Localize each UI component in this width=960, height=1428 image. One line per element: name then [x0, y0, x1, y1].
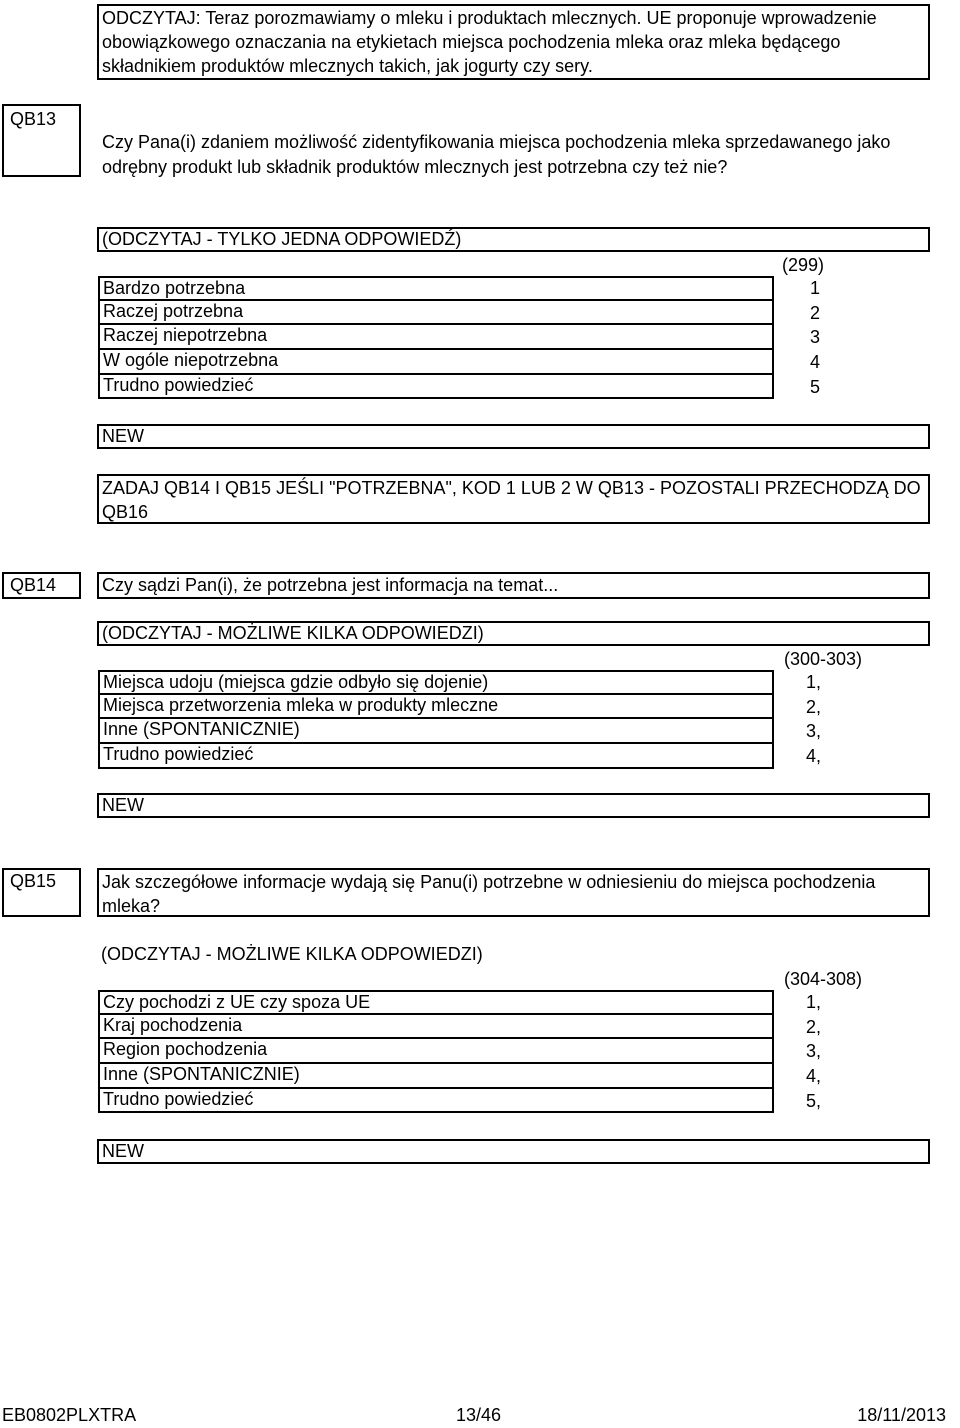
- routing-instruction: ZADAJ QB14 I QB15 JEŚLI "POTRZEBNA", KOD 1 LUB 2 W QB13 - POZOSTALI PRZECHODZĄ DO QB16: [97, 474, 930, 524]
- answer-option-qb14-2: [98, 695, 774, 720]
- new-marker-qb15: NEW: [97, 1139, 930, 1164]
- answer-label: Bardzo potrzebna: [103, 278, 246, 298]
- answer-label: Trudno powiedzieć: [103, 744, 254, 765]
- answer-code: 2,: [805, 1016, 821, 1037]
- answer-label: Kraj pochodzenia: [103, 1014, 243, 1035]
- answer-label: W ogóle niepotrzebna: [103, 350, 279, 371]
- answer-option-qb13-4: [98, 350, 774, 375]
- answer-label: Raczej potrzebna: [103, 300, 244, 321]
- column-code-qb13: (299): [781, 255, 824, 275]
- question-text-qb13: Czy Pana(i) zdaniem możliwość zidentyfikowania miejsca pochodzenia mleka sprzedawanego jako odrębny produkt lub składnik produktów mlecznych jest potrzebna czy też nie?: [102, 132, 891, 177]
- intro-text-box: [97, 4, 930, 80]
- instruction-qb14: (ODCZYTAJ - MOŻLIWE KILKA ODPOWIEDZI): [97, 621, 930, 646]
- answer-label: Czy pochodzi z UE czy spoza UE: [103, 992, 371, 1012]
- footer-page-number: 13/46: [456, 1405, 502, 1425]
- instruction-qb15: (ODCZYTAJ - MOŻLIWE KILKA ODPOWIEDZI): [101, 944, 483, 964]
- answer-option-qb14-1: [98, 670, 774, 695]
- question-id-qb13: QB13: [2, 104, 81, 177]
- answer-label: Miejsca przetworzenia mleka w produkty mleczne: [103, 694, 499, 715]
- answer-label: Trudno powiedzieć: [103, 1088, 254, 1109]
- instruction-qb13: (ODCZYTAJ - TYLKO JEDNA ODPOWIEDŹ): [97, 227, 930, 252]
- answer-label: Raczej niepotrzebna: [103, 325, 268, 346]
- answer-code: 2,: [805, 696, 821, 717]
- answer-option-qb13-5: [98, 375, 774, 400]
- answer-code: 1,: [805, 672, 821, 692]
- new-marker-qb13: NEW: [97, 424, 930, 449]
- answer-option-qb15-1: [98, 990, 774, 1015]
- footer-date: 18/11/2013: [857, 1405, 946, 1425]
- intro-text: ODCZYTAJ: Teraz porozmawiamy o mleku i produktach mlecznych. UE proponuje wprowadzenie obowiązkowego oznaczania na etykietach miejsca pochodzenia mleka oraz mleka będącego składnikiem produktów mlecznych takich, jak jogurty czy sery.: [102, 8, 877, 76]
- answer-code: 4,: [805, 1066, 821, 1087]
- answer-option-qb13-1: [98, 276, 774, 301]
- answer-code: 3,: [805, 1041, 821, 1062]
- answer-option-qb13-2: [98, 301, 774, 326]
- answer-code: 5,: [805, 1090, 821, 1111]
- answer-code: 2: [809, 302, 820, 323]
- column-code-qb15: (304-308): [783, 969, 862, 989]
- answer-option-qb15-3: [98, 1039, 774, 1064]
- answer-label: Trudno powiedzieć: [103, 374, 254, 395]
- answer-option-qb15-5: [98, 1089, 774, 1114]
- answer-code: 1: [809, 278, 820, 298]
- answer-option-qb15-2: [98, 1015, 774, 1040]
- answer-label: Region pochodzenia: [103, 1039, 268, 1060]
- question-id-qb14: QB14: [2, 572, 81, 599]
- question-id-qb15: QB15: [2, 868, 81, 917]
- answer-code: 4: [809, 352, 820, 373]
- question-text-qb14: Czy sądzi Pan(i), że potrzebna jest informacja na temat...: [97, 572, 930, 599]
- question-text-qb15: Jak szczegółowe informacje wydają się Panu(i) potrzebne w odniesieniu do miejsca pochodzenia mleka?: [97, 868, 930, 917]
- answer-option-qb13-3: [98, 325, 774, 350]
- answer-code: 3,: [805, 721, 821, 742]
- answer-label: Inne (SPONTANICZNIE): [103, 719, 300, 740]
- footer-doc-id: EB0802PLXTRA: [2, 1405, 137, 1425]
- answer-option-qb14-4: [98, 744, 774, 769]
- new-marker-qb14: NEW: [97, 793, 930, 818]
- answer-code: 1,: [805, 992, 821, 1012]
- answer-code: 3: [809, 327, 820, 348]
- answer-option-qb14-3: [98, 719, 774, 744]
- answer-code: 4,: [805, 746, 821, 767]
- answer-label: Inne (SPONTANICZNIE): [103, 1064, 300, 1085]
- answer-code: 5: [809, 376, 820, 397]
- answer-label: Miejsca udoju (miejsca gdzie odbyło się dojenie): [103, 672, 489, 692]
- column-code-qb14: (300-303): [783, 649, 862, 669]
- answer-option-qb15-4: [98, 1064, 774, 1089]
